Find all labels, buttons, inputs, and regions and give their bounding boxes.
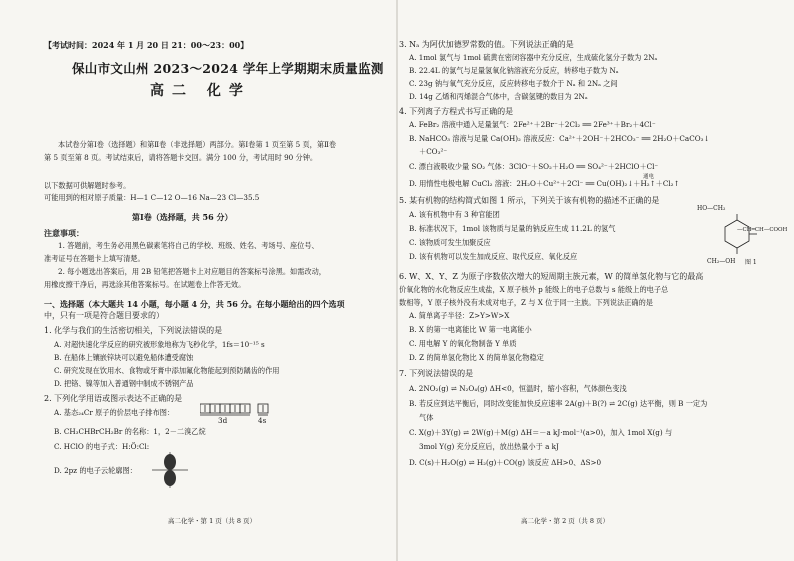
question-1: 1. 化学与我们的生活密切相关，下列说法错误的是: [44, 326, 223, 335]
option-a: A. 简单离子半径：Z>Y>W>X: [409, 311, 510, 320]
option-d: D. C(s)＋H₂O(g) ⇌ H₂(g)＋CO(g) 该反应 ΔH>0、ΔS>0: [409, 458, 602, 467]
option-c: C. 研究发现在饮用水、食物或牙膏中添加氟化物能起到预防龋齿的作用: [54, 366, 280, 375]
question-6-cont: 数相等，Y 原子核外没有未成对电子，Z 与 X 位于同一主族。下列说法正确的是: [399, 298, 653, 307]
electron-cloud-icon: [150, 452, 190, 488]
part-heading: 一、选择题（本大题共 14 小题，每小题 4 分，共 56 分。在每小题给出的四个选项: [44, 299, 345, 309]
page-footer: 高二化学・第 2 页（共 8 页）: [521, 517, 610, 525]
option-a: A. FeBr₂ 溶液中通入足量氯气：2Fe²⁺＋2Br⁻＋2Cl₂ ══ 2Fe³⁺＋Br₂＋4Cl⁻: [409, 120, 656, 129]
notes-title: 注意事项：: [44, 228, 84, 238]
page-title: 保山市文山州 2023～2024 学年上学期期末质量监测: [72, 61, 384, 76]
question-7: 7. 下列说法错误的是: [399, 369, 474, 378]
option-b-cont: ＋CO₃²⁻: [419, 147, 448, 156]
question-4: 4. 下列离子方程式书写正确的是: [399, 107, 514, 116]
option-b: B. X 的第一电离能比 W 第一电离能小: [409, 325, 532, 334]
orbital-label: 3d: [218, 416, 228, 425]
question-6: 6. W、X、Y、Z 为原子序数依次增大的短周期主族元素，W 的简单氢化物与它的最高: [399, 272, 704, 281]
option-b: B. 22.4L 的氯气与足量氢氧化钠溶液充分反应，转移电子数为 Nₐ: [409, 66, 619, 75]
fig-group-bottom: CH₂—OH: [707, 258, 736, 265]
page-footer: 高二化学・第 1 页（共 8 页）: [168, 517, 257, 525]
orbital-label: 4s: [258, 416, 267, 425]
option-b-cont: 气体: [419, 413, 434, 422]
reaction-condition: 通电: [643, 174, 655, 180]
note-line: 用橡皮擦干净后，再选涂其他答案标号。在试题卷上作答无效。: [44, 280, 246, 289]
question-3: 3. Nₐ 为阿伏加德罗常数的值。下列说法正确的是: [399, 40, 574, 49]
option-d: D. 14g 乙烯和丙烯混合气体中，含碳氢键的数目为 2Nₐ: [409, 92, 588, 101]
note-line: 2. 每小题选出答案后，用 2B 铅笔把答题卡上对应题目的答案标号涂黑。如需改动，: [58, 267, 326, 276]
section-title: 第Ⅰ卷（选择题，共 56 分）: [132, 212, 233, 222]
option-a: A. 对超快速化学反应的研究被形象地称为飞秒化学，1fs＝10⁻¹⁵ s: [54, 340, 265, 349]
atomic-masses: 可能用到的相对原子质量：H—1 C—12 O—16 Na—23 Cl—35.5: [44, 193, 260, 202]
page-subtitle: 高二 化学: [150, 83, 251, 99]
intro-line: 第 5 页至第 8 页。考试结束后，请将答题卡交回。满分 100 分，考试用时 90 分钟。: [44, 153, 318, 162]
intro-line: 本试卷分第Ⅰ卷（选择题）和第Ⅱ卷（非选择题）两部分。第Ⅰ卷第 1 页至第 5 页，第Ⅱ卷: [58, 140, 337, 149]
note-line: 1. 答题前，考生务必用黑色碳素笔将自己的学校、班级、姓名、考场号、座位号、: [58, 241, 319, 250]
option-a: A. 1mol 氯气与 1mol 硫黄在密闭容器中充分反应，生成硫化氢分子数为 2Nₐ: [409, 53, 658, 62]
option-a: A. 基态₂₄Cr 原子的价层电子排布图：: [54, 408, 175, 417]
option-a: A. 2NO₂(g) ⇌ N₂O₄(g) ΔH<0，恒温时，缩小容积，气体颜色变浅: [409, 384, 627, 393]
page-2: [397, 0, 794, 561]
option-c: C. X(g)＋3Y(g) ⇌ 2W(g)＋M(g) ΔH＝－a kJ·mol⁻¹(a>0)，加入 1mol X(g) 与: [409, 428, 673, 437]
option-c: C. 用电解 Y 的氧化物制备 Y 单质: [409, 339, 517, 348]
option-c: C. 23g 钠与氧气充分反应，反应转移电子数介于 Nₐ 和 2Nₐ 之间: [409, 79, 618, 88]
question-6-cont: 价氧化物的水化物反应生成盐，X 原子核外 p 能级上的电子总数与 s 能级上的电子总: [399, 285, 669, 294]
option-d: D. Z 的简单氢化物比 X 的简单氢化物稳定: [409, 353, 544, 362]
option-a: A. 该有机物中有 3 种官能团: [409, 210, 500, 219]
option-b: B. NaHCO₃ 溶液与足量 Ca(OH)₂ 溶液反应：Ca²⁺＋2OH⁻＋2HCO₃⁻ ══ 2H₂O＋CaCO₃↓: [409, 134, 710, 143]
option-b: B. 在船体上镶嵌锌块可以避免船体遭受腐蚀: [54, 353, 194, 362]
part-heading: 中，只有一项是符合题目要求的）: [44, 311, 164, 320]
fig-group-right: —CH═CH—COOH: [737, 227, 788, 233]
option-b: B. 若反应到达平衡后，同时改变能加快反应速率 2A(g)＋B(?) ⇌ 2C(g) 达平衡，则 B 一定为: [409, 399, 708, 408]
option-d: D. 用惰性电极电解 CuCl₂ 溶液：2H₂O＋Cu²⁺＋2Cl⁻ ══ Cu(OH)₂↓＋H₂↑＋Cl₂↑: [409, 179, 680, 188]
fig-group-top: HO—CH₂: [697, 205, 726, 212]
benzene-ring-icon: [717, 214, 757, 258]
option-d: D. 把铬、镍等加入普通钢中制成不锈钢产品: [54, 379, 194, 388]
data-note: 以下数据可供解题时参考。: [44, 181, 131, 190]
option-d: D. 该有机物可以发生加成反应、取代反应、氧化反应: [409, 252, 578, 261]
option-b: B. 标准状况下，1mol 该物质与足量的钠反应生成 11.2L 的氢气: [409, 224, 616, 233]
option-b: B. CH₃CHBrCH₂Br 的名称：1，2－二溴乙烷: [54, 427, 206, 436]
question-5: 5. 某有机物的结构简式如图 1 所示，下列关于该有机物的描述不正确的是: [399, 196, 660, 205]
option-c: C. HClO 的电子式：H:Ö:Cl:: [54, 442, 150, 451]
option-c-cont: 3mol Y(g) 充分反应后，放出热量小于 a kJ: [419, 442, 559, 451]
question-2: 2. 下列化学用语或图示表达不正确的是: [44, 394, 183, 403]
note-line: 准考证号在答题卡上填写清楚。: [44, 254, 145, 263]
exam-time: 【考试时间：2024 年 1 月 20 日 21：00～23：00】: [44, 40, 249, 50]
option-c: C. 该物质可发生加聚反应: [409, 238, 491, 247]
option-d: D. 2pz 的电子云轮廓图：: [54, 466, 137, 475]
figure-label: 图 1: [745, 259, 757, 266]
option-c: C. 漂白液吸收少量 SO₂ 气体：3ClO⁻＋SO₂＋H₂O ══ SO₄²⁻＋2HClO＋Cl⁻: [409, 162, 659, 171]
